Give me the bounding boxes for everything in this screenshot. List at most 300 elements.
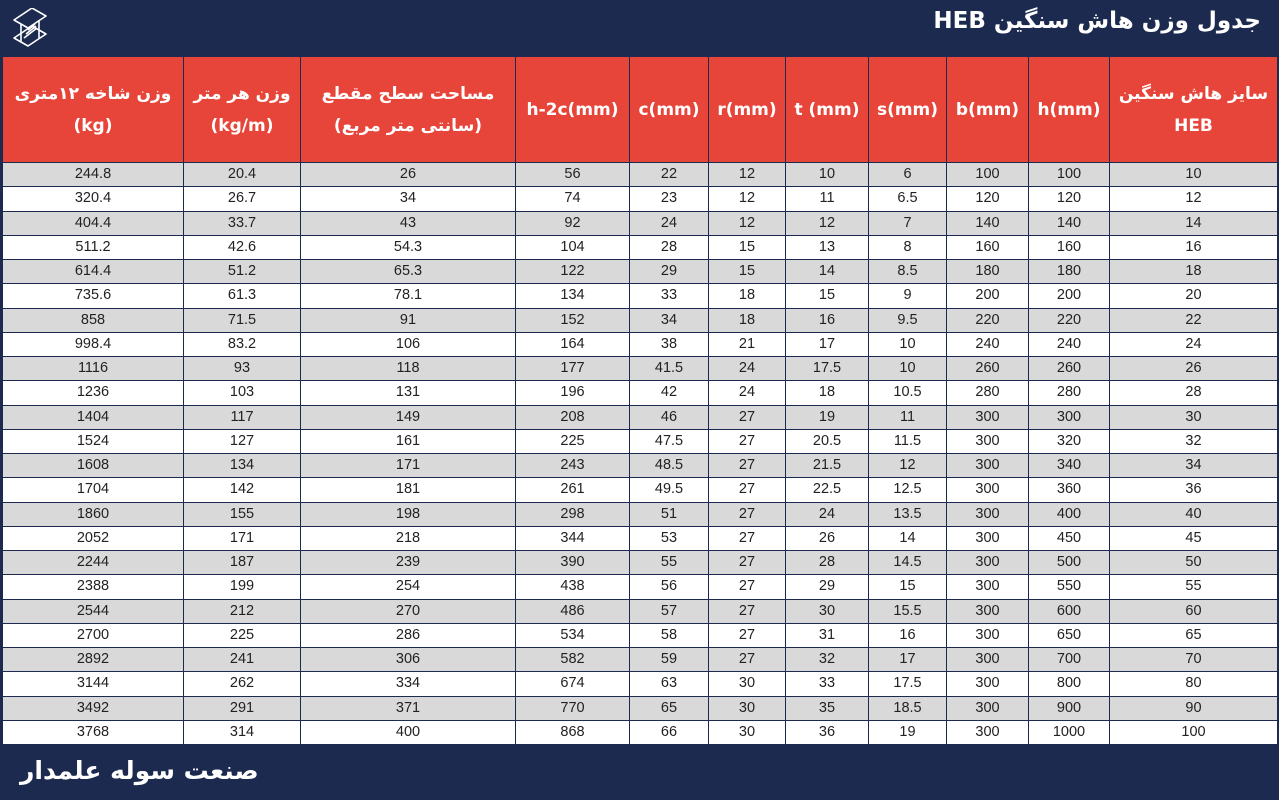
table-cell: 22 (1110, 308, 1278, 332)
table-cell: 18 (1110, 260, 1278, 284)
table-cell: 300 (947, 623, 1029, 647)
table-cell: 858 (3, 308, 184, 332)
table-cell: 24 (709, 357, 786, 381)
column-header (516, 57, 630, 163)
column-header (1029, 57, 1110, 163)
table-cell: 2244 (3, 551, 184, 575)
table-cell: 24 (1110, 332, 1278, 356)
table-row (3, 696, 1278, 720)
column-header-label: c(mm) (638, 99, 700, 120)
table-row (3, 381, 1278, 405)
table-cell: 300 (947, 526, 1029, 550)
table-cell: 152 (516, 308, 630, 332)
table-cell: 2388 (3, 575, 184, 599)
table-cell: 212 (184, 599, 301, 623)
table-cell: 19 (869, 720, 947, 744)
table-cell: 131 (301, 381, 516, 405)
table-cell: 306 (301, 648, 516, 672)
table-cell: 15 (869, 575, 947, 599)
table-cell: 140 (1029, 211, 1110, 235)
table-row (3, 357, 1278, 381)
table-cell: 134 (516, 284, 630, 308)
column-header (301, 57, 516, 163)
table-cell: 12 (869, 454, 947, 478)
table-cell: 2892 (3, 648, 184, 672)
column-header-label: s(mm) (876, 99, 939, 120)
table-cell: 27 (709, 429, 786, 453)
column-header-label: وزن شاخه ۱۲متری (14, 83, 172, 104)
table-cell: 14 (786, 260, 869, 284)
table-cell: 404.4 (3, 211, 184, 235)
table-cell: 56 (516, 163, 630, 187)
table-cell: 24 (786, 502, 869, 526)
table-cell: 27 (709, 551, 786, 575)
column-header (3, 57, 184, 163)
table-cell: 30 (1110, 405, 1278, 429)
column-header-label: t (mm) (794, 99, 860, 120)
table-cell: 270 (301, 599, 516, 623)
table-cell: 1524 (3, 429, 184, 453)
table-cell: 42 (630, 381, 709, 405)
table-cell: 117 (184, 405, 301, 429)
table-cell: 17.5 (869, 672, 947, 696)
table-row (3, 429, 1278, 453)
table-cell: 868 (516, 720, 630, 744)
table-cell: 11 (786, 187, 869, 211)
table-cell: 334 (301, 672, 516, 696)
table-cell: 22 (630, 163, 709, 187)
table-cell: 28 (1110, 381, 1278, 405)
table-cell: 300 (947, 551, 1029, 575)
table-cell: 43 (301, 211, 516, 235)
table-cell: 300 (1029, 405, 1110, 429)
table-cell: 45 (1110, 526, 1278, 550)
table-cell: 300 (947, 502, 1029, 526)
table-cell: 51.2 (184, 260, 301, 284)
table-cell: 320 (1029, 429, 1110, 453)
table-cell: 735.6 (3, 284, 184, 308)
table-cell: 30 (786, 599, 869, 623)
table-cell: 582 (516, 648, 630, 672)
table-cell: 187 (184, 551, 301, 575)
table-cell: 486 (516, 599, 630, 623)
table-cell: 180 (1029, 260, 1110, 284)
table-cell: 55 (1110, 575, 1278, 599)
page-title: جدول وزن هاش سنگین HEB (933, 8, 1261, 34)
column-header-label: b(mm) (955, 99, 1020, 120)
table-cell: 41.5 (630, 357, 709, 381)
table-cell: 240 (947, 332, 1029, 356)
table-cell: 8.5 (869, 260, 947, 284)
table-cell: 300 (947, 454, 1029, 478)
table-cell: 70 (1110, 648, 1278, 672)
table-cell: 17 (786, 332, 869, 356)
table-cell: 30 (709, 672, 786, 696)
table-cell: 291 (184, 696, 301, 720)
table-cell: 286 (301, 623, 516, 647)
table-cell: 20.4 (184, 163, 301, 187)
table-cell: 149 (301, 405, 516, 429)
table-cell: 54.3 (301, 235, 516, 259)
table-cell: 46 (630, 405, 709, 429)
table-cell: 3768 (3, 720, 184, 744)
table-cell: 314 (184, 720, 301, 744)
table-cell: 49.5 (630, 478, 709, 502)
table-cell: 78.1 (301, 284, 516, 308)
table-cell: 83.2 (184, 332, 301, 356)
table-cell: 450 (1029, 526, 1110, 550)
table-cell: 51 (630, 502, 709, 526)
table-cell: 1860 (3, 502, 184, 526)
table-cell: 9.5 (869, 308, 947, 332)
footer-bar (0, 744, 1279, 800)
table-cell: 18 (786, 381, 869, 405)
column-header-label: سایز هاش سنگین (1118, 83, 1269, 104)
table-row (3, 187, 1278, 211)
table-cell: 12 (709, 163, 786, 187)
table-cell: 1704 (3, 478, 184, 502)
table-cell: 21.5 (786, 454, 869, 478)
table-cell: 1404 (3, 405, 184, 429)
table-cell: 300 (947, 672, 1029, 696)
table-cell: 122 (516, 260, 630, 284)
column-header (630, 57, 709, 163)
table-cell: 17 (869, 648, 947, 672)
table-cell: 262 (184, 672, 301, 696)
table-cell: 58 (630, 623, 709, 647)
table-cell: 55 (630, 551, 709, 575)
table-cell: 33.7 (184, 211, 301, 235)
table-cell: 13 (786, 235, 869, 259)
table-cell: 800 (1029, 672, 1110, 696)
table-cell: 244.8 (3, 163, 184, 187)
column-header (786, 57, 869, 163)
table-cell: 298 (516, 502, 630, 526)
table-cell: 8 (869, 235, 947, 259)
table-cell: 11 (869, 405, 947, 429)
table-cell: 6.5 (869, 187, 947, 211)
table-cell: 300 (947, 478, 1029, 502)
table-cell: 127 (184, 429, 301, 453)
table-cell: 534 (516, 623, 630, 647)
table-cell: 40 (1110, 502, 1278, 526)
top-bar (0, 0, 1279, 54)
table-cell: 35 (786, 696, 869, 720)
table-cell: 3492 (3, 696, 184, 720)
table-cell: 20.5 (786, 429, 869, 453)
column-header (1110, 57, 1278, 163)
table-cell: 300 (947, 720, 1029, 744)
column-header-label: h-2c(mm) (526, 99, 619, 120)
table-cell: 61.3 (184, 284, 301, 308)
table-cell: 9 (869, 284, 947, 308)
table-cell: 34 (630, 308, 709, 332)
table-cell: 36 (786, 720, 869, 744)
table-cell: 6 (869, 163, 947, 187)
table-cell: 220 (947, 308, 1029, 332)
table-cell: 104 (516, 235, 630, 259)
table-cell: 500 (1029, 551, 1110, 575)
table-cell: 300 (947, 405, 1029, 429)
table-cell: 300 (947, 648, 1029, 672)
column-header-unit: (kg/m) (210, 115, 274, 136)
table-row (3, 454, 1278, 478)
table-cell: 60 (1110, 599, 1278, 623)
table-cell: 1116 (3, 357, 184, 381)
table-cell: 15 (709, 235, 786, 259)
table-cell: 17.5 (786, 357, 869, 381)
table-cell: 32 (1110, 429, 1278, 453)
table-cell: 674 (516, 672, 630, 696)
column-header (709, 57, 786, 163)
table-row (3, 672, 1278, 696)
table-cell: 27 (709, 478, 786, 502)
table-row (3, 260, 1278, 284)
table-row (3, 502, 1278, 526)
table-cell: 26 (786, 526, 869, 550)
table-cell: 28 (786, 551, 869, 575)
table-cell: 18 (709, 284, 786, 308)
table-cell: 344 (516, 526, 630, 550)
table-cell: 140 (947, 211, 1029, 235)
table-cell: 24 (630, 211, 709, 235)
table-cell: 998.4 (3, 332, 184, 356)
table-cell: 225 (516, 429, 630, 453)
table-cell: 280 (1029, 381, 1110, 405)
table-cell: 300 (947, 599, 1029, 623)
table-cell: 511.2 (3, 235, 184, 259)
table-cell: 93 (184, 357, 301, 381)
table-cell: 180 (947, 260, 1029, 284)
column-header-unit: (kg) (73, 115, 113, 136)
table-cell: 27 (709, 526, 786, 550)
column-header-label: r(mm) (717, 99, 777, 120)
table-cell: 100 (1029, 163, 1110, 187)
table-row (3, 284, 1278, 308)
table-cell: 15 (786, 284, 869, 308)
table-cell: 27 (709, 599, 786, 623)
table-cell: 120 (1029, 187, 1110, 211)
table-cell: 300 (947, 429, 1029, 453)
table-cell: 103 (184, 381, 301, 405)
table-cell: 171 (184, 526, 301, 550)
table-cell: 20 (1110, 284, 1278, 308)
table-cell: 196 (516, 381, 630, 405)
table-row (3, 163, 1278, 187)
table-cell: 161 (301, 429, 516, 453)
table-cell: 47.5 (630, 429, 709, 453)
table-cell: 100 (947, 163, 1029, 187)
table-cell: 600 (1029, 599, 1110, 623)
table-cell: 30 (709, 696, 786, 720)
table-cell: 134 (184, 454, 301, 478)
company-name: صنعت سوله علمدار (20, 756, 259, 785)
table-cell: 26 (1110, 357, 1278, 381)
table-row (3, 599, 1278, 623)
table-cell: 2544 (3, 599, 184, 623)
table-cell: 56 (630, 575, 709, 599)
column-header-label: وزن هر متر (193, 83, 291, 104)
table-cell: 550 (1029, 575, 1110, 599)
table-cell: 16 (1110, 235, 1278, 259)
table-cell: 16 (869, 623, 947, 647)
table-cell: 22.5 (786, 478, 869, 502)
table-cell: 71.5 (184, 308, 301, 332)
table-cell: 31 (786, 623, 869, 647)
table-cell: 360 (1029, 478, 1110, 502)
table-cell: 260 (1029, 357, 1110, 381)
table-cell: 2700 (3, 623, 184, 647)
table-cell: 13.5 (869, 502, 947, 526)
data-table (2, 56, 1278, 745)
table-cell: 50 (1110, 551, 1278, 575)
table-cell: 300 (947, 696, 1029, 720)
column-header-label: مساحت سطح مقطع (321, 83, 495, 104)
table-cell: 3144 (3, 672, 184, 696)
table-cell: 27 (709, 648, 786, 672)
table-cell: 10 (786, 163, 869, 187)
table-row (3, 235, 1278, 259)
table-cell: 400 (301, 720, 516, 744)
table-cell: 36 (1110, 478, 1278, 502)
table-cell: 38 (630, 332, 709, 356)
table-row (3, 526, 1278, 550)
table-cell: 7 (869, 211, 947, 235)
table-row (3, 623, 1278, 647)
table-cell: 225 (184, 623, 301, 647)
heb-weight-table (2, 56, 1277, 744)
table-cell: 261 (516, 478, 630, 502)
column-header-unit: (سانتی متر مربع) (333, 115, 483, 136)
table-cell: 26.7 (184, 187, 301, 211)
table-cell: 120 (947, 187, 1029, 211)
table-cell: 12 (786, 211, 869, 235)
table-cell: 34 (1110, 454, 1278, 478)
table-row (3, 720, 1278, 744)
table-cell: 29 (786, 575, 869, 599)
table-cell: 10 (1110, 163, 1278, 187)
table-cell: 34 (301, 187, 516, 211)
table-row (3, 308, 1278, 332)
table-cell: 27 (709, 405, 786, 429)
table-cell: 241 (184, 648, 301, 672)
table-cell: 200 (1029, 284, 1110, 308)
table-cell: 2052 (3, 526, 184, 550)
table-cell: 280 (947, 381, 1029, 405)
table-cell: 254 (301, 575, 516, 599)
table-cell: 12.5 (869, 478, 947, 502)
table-row (3, 478, 1278, 502)
table-row (3, 551, 1278, 575)
table-cell: 243 (516, 454, 630, 478)
table-cell: 371 (301, 696, 516, 720)
table-cell: 160 (947, 235, 1029, 259)
table-cell: 63 (630, 672, 709, 696)
table-row (3, 648, 1278, 672)
table-cell: 1000 (1029, 720, 1110, 744)
table-cell: 65 (1110, 623, 1278, 647)
table-cell: 220 (1029, 308, 1110, 332)
column-header-label: h(mm) (1037, 99, 1101, 120)
table-cell: 142 (184, 478, 301, 502)
table-cell: 18.5 (869, 696, 947, 720)
table-cell: 57 (630, 599, 709, 623)
table-cell: 59 (630, 648, 709, 672)
table-cell: 155 (184, 502, 301, 526)
table-cell: 14 (1110, 211, 1278, 235)
table-cell: 65.3 (301, 260, 516, 284)
table-cell: 29 (630, 260, 709, 284)
table-cell: 80 (1110, 672, 1278, 696)
table-cell: 10 (869, 357, 947, 381)
column-header (184, 57, 301, 163)
table-cell: 10.5 (869, 381, 947, 405)
table-cell: 900 (1029, 696, 1110, 720)
table-cell: 42.6 (184, 235, 301, 259)
table-cell: 300 (947, 575, 1029, 599)
table-cell: 320.4 (3, 187, 184, 211)
table-cell: 12 (709, 187, 786, 211)
table-cell: 19 (786, 405, 869, 429)
table-row (3, 575, 1278, 599)
column-header (869, 57, 947, 163)
table-cell: 400 (1029, 502, 1110, 526)
table-cell: 74 (516, 187, 630, 211)
table-cell: 650 (1029, 623, 1110, 647)
table-cell: 12 (709, 211, 786, 235)
table-cell: 240 (1029, 332, 1110, 356)
table-cell: 14.5 (869, 551, 947, 575)
table-cell: 239 (301, 551, 516, 575)
table-cell: 91 (301, 308, 516, 332)
table-cell: 16 (786, 308, 869, 332)
table-cell: 33 (630, 284, 709, 308)
table-cell: 14 (869, 526, 947, 550)
table-cell: 100 (1110, 720, 1278, 744)
table-cell: 198 (301, 502, 516, 526)
table-cell: 218 (301, 526, 516, 550)
table-cell: 118 (301, 357, 516, 381)
table-cell: 15.5 (869, 599, 947, 623)
table-cell: 200 (947, 284, 1029, 308)
table-cell: 614.4 (3, 260, 184, 284)
table-cell: 171 (301, 454, 516, 478)
table-cell: 65 (630, 696, 709, 720)
table-cell: 66 (630, 720, 709, 744)
table-cell: 390 (516, 551, 630, 575)
table-cell: 106 (301, 332, 516, 356)
table-cell: 770 (516, 696, 630, 720)
table-cell: 164 (516, 332, 630, 356)
table-cell: 208 (516, 405, 630, 429)
table-cell: 90 (1110, 696, 1278, 720)
table-cell: 27 (709, 454, 786, 478)
table-cell: 438 (516, 575, 630, 599)
table-cell: 24 (709, 381, 786, 405)
table-cell: 10 (869, 332, 947, 356)
table-cell: 1608 (3, 454, 184, 478)
table-cell: 177 (516, 357, 630, 381)
column-header-unit: HEB (1174, 115, 1213, 136)
table-cell: 27 (709, 623, 786, 647)
table-cell: 30 (709, 720, 786, 744)
table-cell: 32 (786, 648, 869, 672)
table-cell: 53 (630, 526, 709, 550)
table-row (3, 332, 1278, 356)
table-cell: 26 (301, 163, 516, 187)
table-cell: 199 (184, 575, 301, 599)
table-cell: 340 (1029, 454, 1110, 478)
